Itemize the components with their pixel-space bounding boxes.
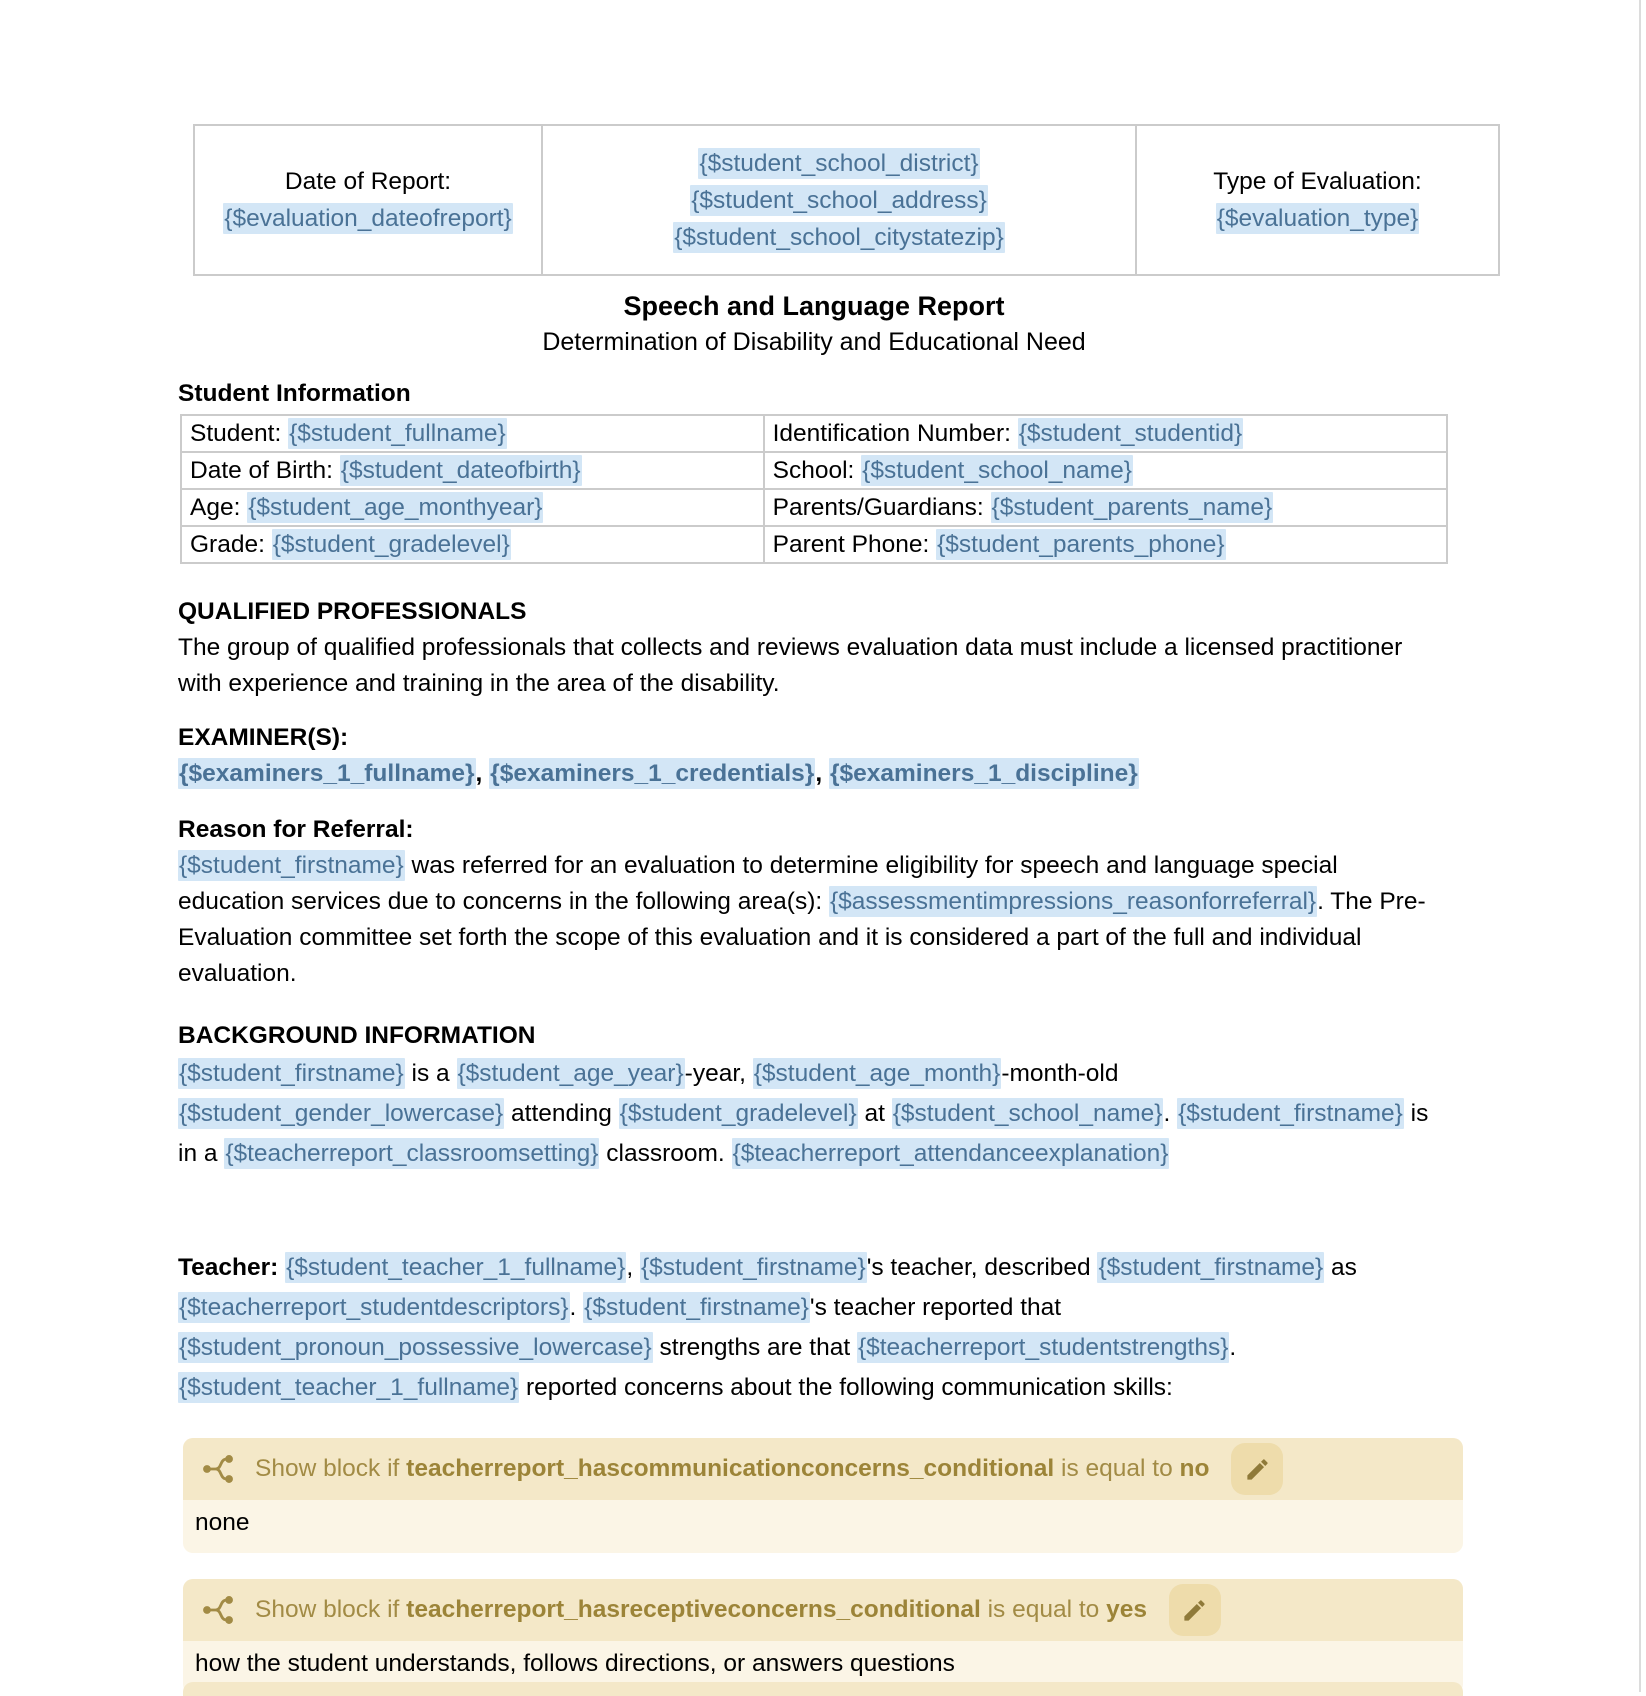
text-segment: at bbox=[857, 1100, 892, 1127]
text-segment: was referred for an evaluation to determine eligibility for speech and language special education services due to concerns in the following area(s): bbox=[178, 852, 1338, 915]
background-information-heading: BACKGROUND INFORMATION bbox=[178, 1022, 536, 1049]
parent-phone-label: Parent Phone: bbox=[772, 531, 937, 558]
merge-field-student-age-monthyear[interactable]: {$student_age_monthyear} bbox=[248, 494, 543, 521]
student-label: Student: bbox=[190, 420, 289, 447]
text-segment: reported concerns about the following communication skills: bbox=[519, 1374, 1173, 1401]
text-segment: . The Pre-Evaluation committee set forth the scope of this evaluation and it is considered a part of the full and individual evaluation. bbox=[178, 888, 1426, 987]
merge-field[interactable]: {$examiners_1_credentials} bbox=[490, 760, 815, 787]
merge-field[interactable]: {$student_age_year} bbox=[457, 1060, 684, 1087]
school-cell bbox=[764, 452, 1447, 489]
merge-field-student-studentid[interactable]: {$student_studentid} bbox=[1018, 420, 1243, 447]
student-name-cell bbox=[181, 415, 764, 452]
merge-field[interactable]: {$student_firstname} bbox=[584, 1294, 809, 1321]
background-information-paragraph bbox=[178, 1054, 1450, 1174]
text-segment: as bbox=[1324, 1254, 1357, 1281]
conditional-variable: teacherreport_hascommunicationconcerns_conditional bbox=[406, 1455, 1055, 1482]
merge-field[interactable]: {$student_firstname} bbox=[1098, 1254, 1324, 1281]
merge-field-school-address[interactable]: {$student_school_address} bbox=[691, 186, 987, 214]
grade-label: Grade: bbox=[190, 531, 272, 558]
text-segment: . bbox=[569, 1294, 584, 1321]
date-of-report-cell bbox=[194, 125, 542, 275]
conditional-block-partial bbox=[183, 1682, 1463, 1696]
teacher-paragraph bbox=[178, 1248, 1450, 1408]
text-segment: . bbox=[1229, 1334, 1237, 1361]
qualified-professionals-heading: QUALIFIED PROFESSIONALS bbox=[178, 598, 527, 625]
student-information-heading: Student Information bbox=[178, 380, 411, 407]
date-of-birth-label: Date of Birth: bbox=[190, 457, 340, 484]
date-of-birth-cell bbox=[181, 452, 764, 489]
age-cell bbox=[181, 489, 764, 526]
reason-for-referral-paragraph bbox=[178, 848, 1450, 992]
text-segment: Teacher: bbox=[178, 1254, 286, 1281]
branch-condition-icon bbox=[201, 1451, 237, 1487]
conditional-value: no bbox=[1179, 1455, 1210, 1482]
merge-field[interactable]: {$student_teacher_1_fullname} bbox=[286, 1254, 626, 1281]
reason-for-referral-heading: Reason for Referral: bbox=[178, 816, 414, 843]
merge-field-student-gradelevel[interactable]: {$student_gradelevel} bbox=[272, 531, 510, 558]
conditional-operator: is equal to bbox=[980, 1596, 1107, 1623]
merge-field[interactable]: {$examiners_1_fullname} bbox=[179, 760, 475, 787]
merge-field[interactable]: {$examiners_1_discipline} bbox=[829, 760, 1138, 787]
conditional-prefix: Show block if bbox=[255, 1596, 407, 1623]
branch-condition-icon bbox=[201, 1592, 237, 1628]
page-edge-line bbox=[1639, 0, 1641, 1692]
age-label: Age: bbox=[190, 494, 248, 521]
merge-field[interactable]: {$student_firstname} bbox=[179, 852, 404, 879]
conditional-block-content[interactable]: none bbox=[195, 1509, 250, 1536]
parents-guardians-cell bbox=[764, 489, 1447, 526]
merge-field[interactable]: {$student_teacher_1_fullname} bbox=[179, 1374, 519, 1401]
date-of-report-label: Date of Report: bbox=[284, 168, 452, 195]
merge-field[interactable]: {$student_gradelevel} bbox=[619, 1100, 857, 1127]
merge-field-school-citystatezip[interactable]: {$student_school_citystatezip} bbox=[674, 223, 1004, 251]
conditional-block-receptive-concerns bbox=[183, 1579, 1463, 1694]
merge-field-school-district[interactable]: {$student_school_district} bbox=[699, 149, 979, 177]
table-row bbox=[181, 415, 1447, 452]
school-address-cell bbox=[542, 125, 1136, 275]
conditional-prefix: Show block if bbox=[255, 1455, 407, 1482]
parents-guardians-label: Parents/Guardians: bbox=[772, 494, 991, 521]
text-segment: -year, bbox=[684, 1060, 753, 1087]
report-header-table bbox=[193, 124, 1500, 276]
document-page bbox=[178, 124, 1450, 1694]
text-segment: strengths are that bbox=[652, 1334, 857, 1361]
merge-field[interactable]: {$teacherreport_studentstrengths} bbox=[857, 1334, 1229, 1361]
conditional-value: yes bbox=[1106, 1596, 1147, 1623]
merge-field[interactable]: {$student_school_name} bbox=[892, 1100, 1163, 1127]
merge-field[interactable]: {$assessmentimpressions_reasonforreferral} bbox=[829, 888, 1317, 915]
merge-field-evaluation-dateofreport[interactable]: {$evaluation_dateofreport} bbox=[224, 205, 512, 232]
merge-field[interactable]: {$teacherreport_attendanceexplanation} bbox=[732, 1140, 1169, 1167]
pencil-icon bbox=[1181, 1597, 1208, 1624]
identification-number-cell bbox=[764, 415, 1447, 452]
merge-field[interactable]: {$teacherreport_studentdescriptors} bbox=[179, 1294, 569, 1321]
merge-field-student-school-name[interactable]: {$student_school_name} bbox=[862, 457, 1132, 484]
text-segment: -month-old bbox=[1001, 1060, 1119, 1087]
merge-field[interactable]: {$student_firstname} bbox=[640, 1254, 866, 1281]
merge-field-student-parents-phone[interactable]: {$student_parents_phone} bbox=[937, 531, 1225, 558]
merge-field[interactable]: {$student_firstname} bbox=[179, 1060, 404, 1087]
header-table-row bbox=[194, 125, 1499, 275]
conditional-header[interactable] bbox=[183, 1438, 1463, 1500]
grade-cell bbox=[181, 526, 764, 563]
school-label: School: bbox=[772, 457, 862, 484]
table-row bbox=[181, 526, 1447, 563]
text-segment: is in a bbox=[178, 1100, 1429, 1167]
conditional-block-content[interactable]: how the student understands, follows directions, or answers questions bbox=[195, 1650, 955, 1677]
merge-field[interactable]: {$student_age_month} bbox=[753, 1060, 1001, 1087]
conditional-block-communication-concerns bbox=[183, 1438, 1463, 1553]
merge-field[interactable]: {$student_pronoun_possessive_lowercase} bbox=[179, 1334, 652, 1361]
identification-number-label: Identification Number: bbox=[772, 420, 1018, 447]
edit-condition-button[interactable] bbox=[1231, 1443, 1283, 1495]
conditional-header[interactable] bbox=[183, 1579, 1463, 1641]
text-segment: attending bbox=[504, 1100, 619, 1127]
text-segment: , bbox=[815, 760, 829, 787]
table-row bbox=[181, 489, 1447, 526]
table-row bbox=[181, 452, 1447, 489]
qualified-professionals-body: The group of qualified professionals that collects and reviews evaluation data must include a licensed practitioner with experience and training in the area of the disability. bbox=[178, 634, 1403, 697]
merge-field[interactable]: {$teacherreport_classroomsetting} bbox=[225, 1140, 599, 1167]
merge-field[interactable]: {$student_gender_lowercase} bbox=[179, 1100, 504, 1127]
merge-field-evaluation-type[interactable]: {$evaluation_type} bbox=[1216, 205, 1419, 232]
text-segment: , bbox=[626, 1254, 640, 1281]
parent-phone-cell bbox=[764, 526, 1447, 563]
conditional-variable: teacherreport_hasreceptiveconcerns_conditional bbox=[406, 1596, 981, 1623]
examiners-line bbox=[178, 756, 1450, 792]
conditional-operator: is equal to bbox=[1054, 1455, 1180, 1482]
text-segment: is a bbox=[404, 1060, 457, 1087]
report-title: Speech and Language Report bbox=[623, 291, 1005, 321]
student-information-table bbox=[180, 414, 1448, 564]
merge-field-student-parents-name[interactable]: {$student_parents_name} bbox=[991, 494, 1273, 521]
type-of-evaluation-cell bbox=[1136, 125, 1499, 275]
pencil-icon bbox=[1244, 1456, 1271, 1483]
merge-field-student-dateofbirth[interactable]: {$student_dateofbirth} bbox=[340, 457, 581, 484]
merge-field[interactable]: {$student_firstname} bbox=[1178, 1100, 1403, 1127]
conditional-rule-text bbox=[255, 1454, 1209, 1484]
text-segment: . bbox=[1163, 1100, 1178, 1127]
conditional-rule-text bbox=[255, 1595, 1147, 1625]
text-segment: , bbox=[475, 760, 490, 787]
edit-condition-button[interactable] bbox=[1169, 1584, 1221, 1636]
type-of-evaluation-label: Type of Evaluation: bbox=[1213, 168, 1422, 195]
report-subtitle: Determination of Disability and Educational Need bbox=[542, 328, 1086, 356]
text-segment: 's teacher, described bbox=[866, 1254, 1098, 1281]
examiners-heading: EXAMINER(S): bbox=[178, 724, 349, 751]
text-segment: 's teacher reported that bbox=[809, 1294, 1062, 1321]
text-segment: classroom. bbox=[599, 1140, 732, 1167]
merge-field-student-fullname[interactable]: {$student_fullname} bbox=[289, 420, 506, 447]
